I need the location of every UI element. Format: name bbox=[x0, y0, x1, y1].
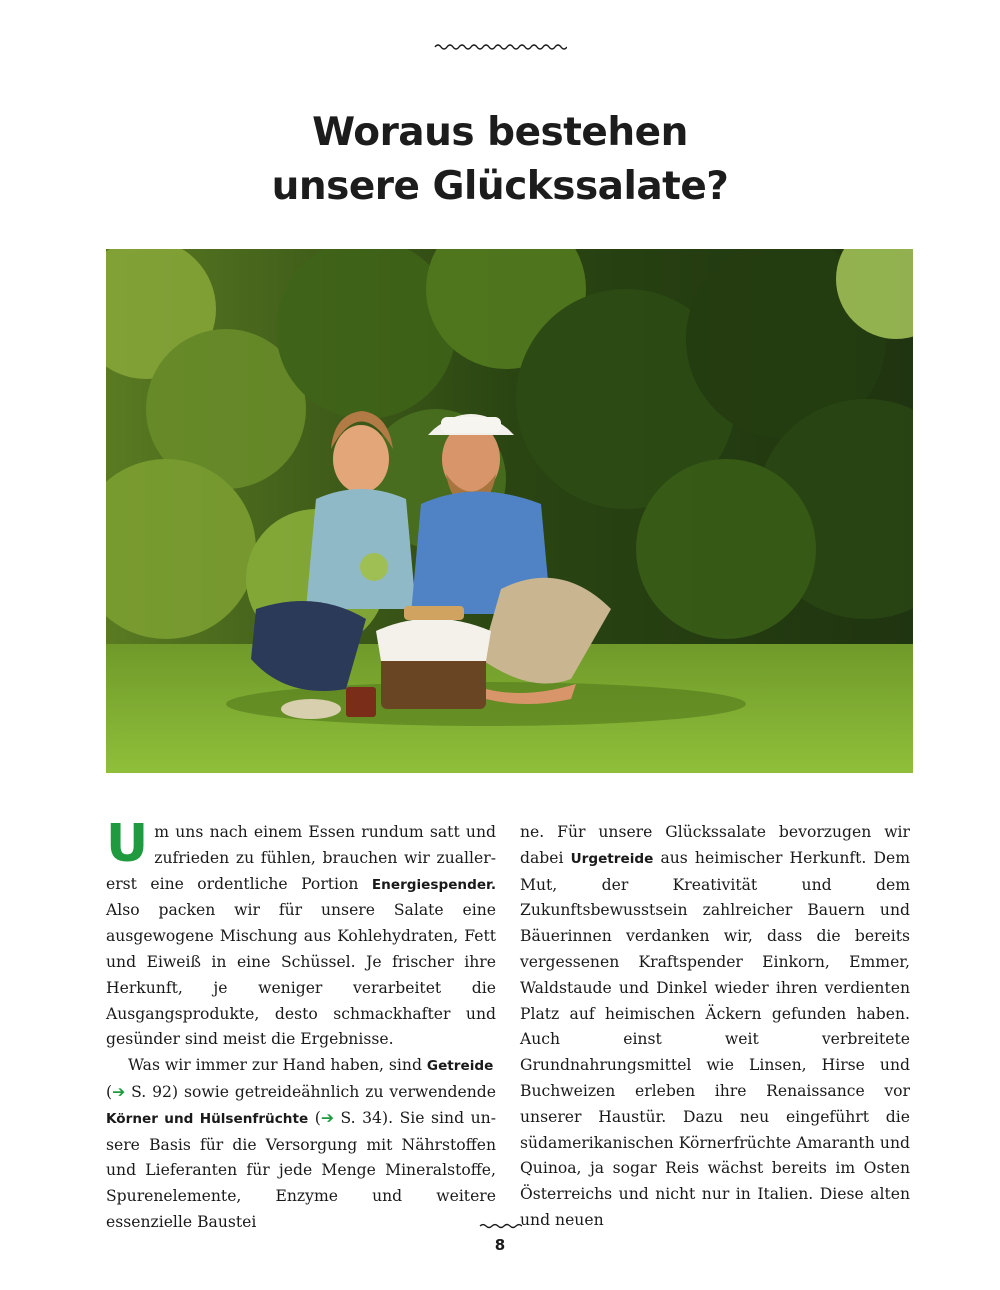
reference-paren-open: ( bbox=[106, 1082, 113, 1101]
title-line-1: Woraus bestehen bbox=[312, 110, 688, 155]
reference-paren-open: ( bbox=[308, 1108, 321, 1127]
page-reference-92[interactable] bbox=[106, 1083, 178, 1101]
arrow-right-icon: ➔ bbox=[112, 1082, 126, 1101]
paragraph-1-text-a: m uns nach einem Essen rundum satt und zufrieden zu fühlen, brauchen wir zuallererst eine ordentliche Portion bbox=[106, 823, 496, 893]
photo-couple-picnic bbox=[106, 249, 913, 773]
text-column-right bbox=[520, 820, 910, 1234]
title-line-2: unsere Glückssalate? bbox=[271, 164, 729, 209]
reference-paren-close: ) bbox=[381, 1108, 389, 1127]
page-reference-34[interactable] bbox=[308, 1109, 388, 1127]
page-title bbox=[0, 106, 1000, 214]
arrow-right-icon: ➔ bbox=[320, 1108, 334, 1127]
paragraph-2-part-2 bbox=[520, 820, 910, 1234]
text-column-left bbox=[106, 814, 497, 1236]
keyword-getreide: Getreide bbox=[426, 1058, 494, 1075]
wave-ornament-bottom bbox=[478, 1222, 522, 1230]
reference-paren-close: ) bbox=[171, 1082, 179, 1101]
keyword-koerner-huelsenfruechte: Körner und Hülsenfrüchte bbox=[106, 1110, 309, 1127]
paragraph-1-text-b: Also packen wir für unsere Salate eine ausgewogene Mischung aus Kohlehydraten, Fett und Eiweiß in eine Schüssel. Je frischer ihre Herkunft, je weniger verarbeitet die Ausgangsprodukte, desto schmackhafter und gesünder sind meist die Ergebnisse. bbox=[106, 901, 496, 1049]
paragraph-2-text-c-continued: ne. Für unsere Glückssalate bevorzugen wir dabei bbox=[520, 823, 910, 867]
paragraph-1 bbox=[106, 814, 496, 1053]
wave-ornament-top bbox=[433, 42, 567, 52]
keyword-urgetreide: Urgetreide bbox=[570, 850, 654, 867]
reference-page-92: S. 92 bbox=[125, 1082, 172, 1101]
drop-cap: U bbox=[106, 814, 149, 874]
paragraph-2-part-1 bbox=[106, 1053, 496, 1236]
keyword-energiespender: Energiespender. bbox=[371, 876, 496, 893]
paragraph-2-text-d: aus heimischer Herkunft. Dem Mut, der Kreativität und dem Zukunftsbewusstsein zahlreicher Bauern und Bäuerinnen verdanken wir, dass die bereits vergessenen Kraftspender Einkorn, Emmer, Waldstaude und Dinkel wieder ihren verdienten Platz auf heimischen Äckern gefunden haben. Auch einst weit verbreitete Grundnahrungsmittel wie Linsen, Hirse und Buchweizen erleben ihre Renaissance vor unserer Haustür. Dazu neu eingeführt die südamerikanischen Körnerfrüchte Amaranth und Quinoa, ja sogar Reis wächst bereits im Osten Österreichs und nicht nur in Italien. Diese alten und neuen bbox=[520, 848, 910, 1229]
page-number: 8 bbox=[494, 1236, 506, 1254]
reference-page-34: S. 34 bbox=[333, 1108, 382, 1127]
paragraph-2-text-b: sowie getreideähnlich zu verwendende bbox=[178, 1082, 497, 1101]
photo-couple-picnic-image bbox=[106, 249, 913, 773]
paragraph-2-text-c: . Sie sind unsere Basis für die Versorgung mit Nährstoffen und Lieferanten für jede Menge Mineralstoffe, Spurenelemente, Enzyme und weitere essenzielle Baustei bbox=[106, 1108, 496, 1231]
paragraph-2-text-a: Was wir immer zur Hand haben, sind bbox=[128, 1056, 427, 1075]
